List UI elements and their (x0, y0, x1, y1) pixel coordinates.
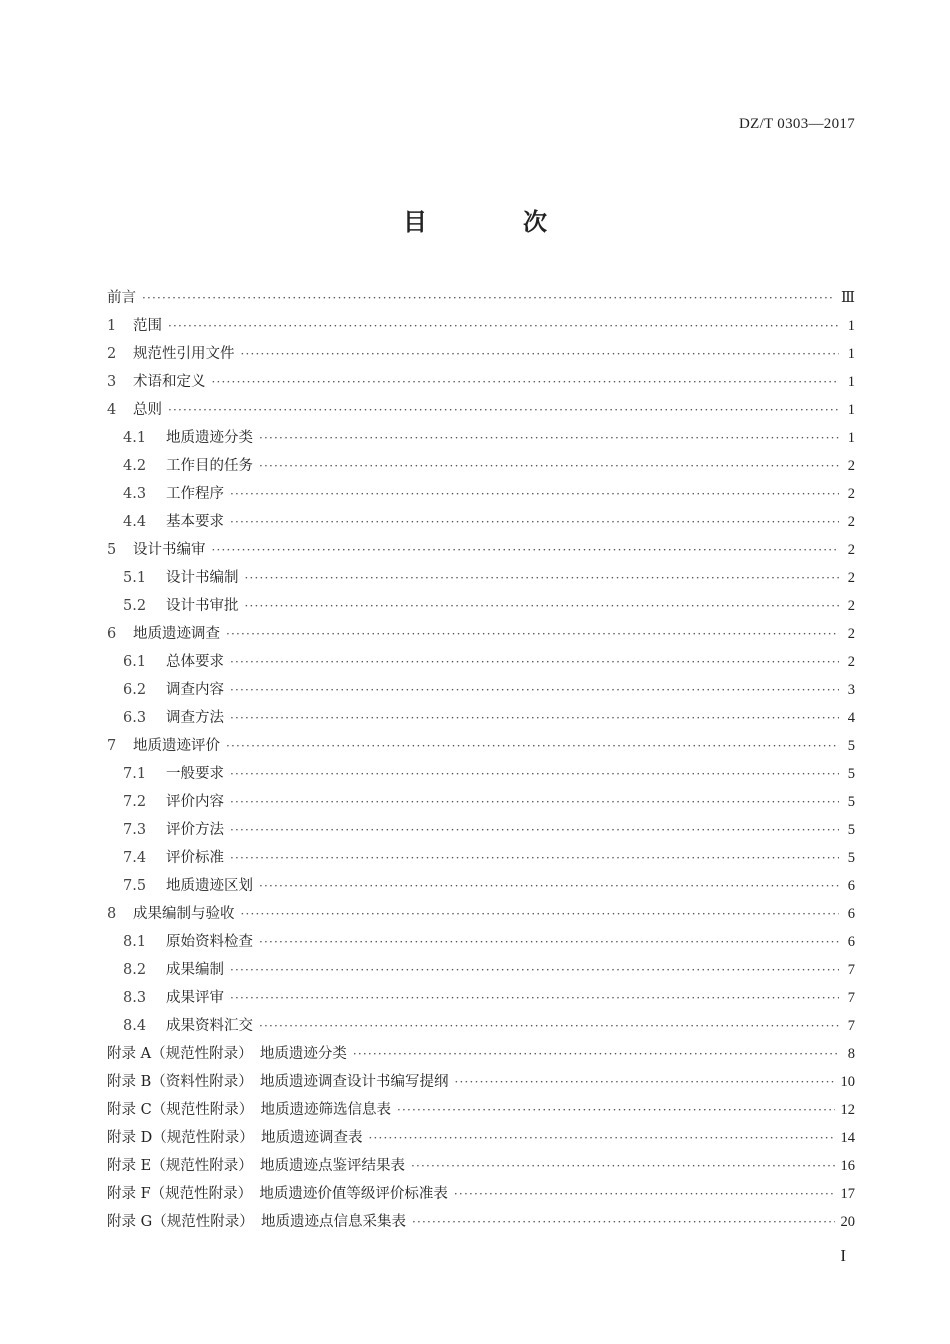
toc-entry-number: 7.4 (123, 850, 147, 866)
toc-entry[interactable] (107, 676, 855, 704)
toc-leader-dots (412, 1208, 835, 1236)
toc-entry-page: 4 (847, 710, 855, 726)
toc-entry-page: 5 (847, 850, 855, 866)
toc-entry[interactable] (107, 788, 855, 816)
toc-entry[interactable] (107, 1152, 855, 1180)
toc-entry-page: 2 (847, 486, 855, 502)
toc-entry-number: 6.1 (123, 654, 147, 670)
toc-entry-label: 基本要求 (166, 514, 224, 530)
toc-entry-label: 地质遗迹评价 (133, 738, 220, 754)
toc-entry[interactable] (107, 648, 855, 676)
toc-entry[interactable] (107, 452, 855, 480)
toc-entry-label: 地质遗迹调查 (133, 626, 220, 642)
toc-entry-label: 附录 D（规范性附录） 地质遗迹调查表 (107, 1130, 363, 1146)
toc-leader-dots (259, 1012, 839, 1040)
toc-leader-dots (230, 648, 839, 676)
toc-entry[interactable] (107, 1040, 855, 1068)
toc-entry-page: 1 (847, 374, 855, 390)
toc-entry-number: 8 (107, 906, 117, 922)
toc-leader-dots (397, 1096, 835, 1124)
toc-entry-number: 4 (107, 402, 117, 418)
toc-leader-dots (230, 508, 839, 536)
toc-entry[interactable] (107, 1096, 855, 1124)
toc-entry-page: 1 (847, 430, 855, 446)
toc-leader-dots (230, 788, 839, 816)
toc-entry-label: 术语和定义 (133, 374, 206, 390)
toc-entry-label: 规范性引用文件 (133, 346, 235, 362)
toc-entry[interactable] (107, 1208, 855, 1236)
toc-entry[interactable] (107, 844, 855, 872)
toc-leader-dots (411, 1152, 835, 1180)
toc-entry-page: 8 (847, 1046, 855, 1062)
toc-entry-label: 成果编制 (166, 962, 224, 978)
toc-entry[interactable] (107, 592, 855, 620)
toc-entry-label: 评价方法 (166, 822, 224, 838)
toc-entry-label: 工作程序 (166, 486, 224, 502)
toc-entry[interactable] (107, 396, 855, 424)
toc-entry-number: 4.4 (123, 514, 147, 530)
toc-entry-page: 2 (847, 598, 855, 614)
toc-leader-dots (212, 536, 840, 564)
toc-entry-page: 1 (847, 346, 855, 362)
toc-entry-page: 6 (847, 878, 855, 894)
toc-entry-label: 总体要求 (166, 654, 224, 670)
toc-leader-dots (230, 480, 839, 508)
toc-entry-page: 1 (847, 318, 855, 334)
toc-entry-number: 5.1 (123, 570, 147, 586)
toc-entry-label: 调查方法 (166, 710, 224, 726)
toc-entry[interactable] (107, 816, 855, 844)
page-title: 目 次 (403, 208, 583, 236)
toc-entry-number: 8.3 (123, 990, 147, 1006)
toc-entry[interactable] (107, 900, 855, 928)
toc-entry-number: 8.2 (123, 962, 147, 978)
toc-leader-dots (259, 424, 839, 452)
toc-entry-label: 附录 G（规范性附录） 地质遗迹点信息采集表 (107, 1214, 406, 1230)
toc-entry-label: 一般要求 (166, 766, 224, 782)
toc-entry-page: 10 (840, 1074, 855, 1090)
toc-entry[interactable] (107, 424, 855, 452)
toc-leader-dots (353, 1040, 839, 1068)
toc-entry[interactable] (107, 340, 855, 368)
toc-entry-page: Ⅲ (841, 290, 855, 306)
toc-entry-number: 1 (107, 318, 117, 334)
toc-entry-page: 3 (847, 682, 855, 698)
toc-entry[interactable] (107, 760, 855, 788)
toc-entry-page: 7 (847, 990, 855, 1006)
toc-leader-dots (259, 872, 839, 900)
toc-leader-dots (230, 844, 839, 872)
toc-entry-label: 附录 C（规范性附录） 地质遗迹筛选信息表 (107, 1102, 391, 1118)
toc-entry[interactable] (107, 984, 855, 1012)
toc-entry-number: 6 (107, 626, 117, 642)
toc-entry-number: 5.2 (123, 598, 147, 614)
toc-entry-label: 附录 F（规范性附录） 地质遗迹价值等级评价标准表 (107, 1186, 448, 1202)
toc-entry-label: 范围 (133, 318, 162, 334)
toc-entry[interactable] (107, 1068, 855, 1096)
toc-entry-page: 7 (847, 962, 855, 978)
toc-leader-dots (212, 368, 840, 396)
toc-entry-page: 2 (847, 570, 855, 586)
toc-leader-dots (230, 816, 839, 844)
toc-entry-label: 成果评审 (166, 990, 224, 1006)
toc-entry-page: 12 (840, 1102, 855, 1118)
toc-entry-page: 6 (847, 906, 855, 922)
toc-entry[interactable] (107, 956, 855, 984)
toc-entry[interactable] (107, 704, 855, 732)
toc-entry[interactable] (107, 1124, 855, 1152)
toc-leader-dots (230, 676, 839, 704)
toc-entry-number: 4.2 (123, 458, 147, 474)
toc-entry-number: 7.2 (123, 794, 147, 810)
toc-leader-dots (230, 956, 839, 984)
table-of-contents (107, 284, 855, 1236)
toc-entry-number: 6.3 (123, 710, 147, 726)
toc-entry[interactable] (107, 872, 855, 900)
toc-entry-label: 附录 A（规范性附录） 地质遗迹分类 (107, 1046, 347, 1062)
standard-code: DZ/T 0303—2017 (738, 116, 855, 132)
toc-entry-page: 5 (847, 766, 855, 782)
toc-entry-label: 原始资料检查 (166, 934, 253, 950)
toc-entry-number: 4.3 (123, 486, 147, 502)
toc-leader-dots (245, 564, 840, 592)
toc-entry-page: 2 (847, 458, 855, 474)
toc-entry[interactable] (107, 1180, 855, 1208)
toc-entry-page: 2 (847, 626, 855, 642)
toc-entry-number: 5 (107, 542, 117, 558)
toc-entry-number: 8.1 (123, 934, 147, 950)
toc-entry[interactable] (107, 368, 855, 396)
toc-leader-dots (455, 1068, 835, 1096)
toc-entry-label: 成果资料汇交 (166, 1018, 253, 1034)
toc-leader-dots (230, 984, 839, 1012)
toc-entry-label: 评价标准 (166, 850, 224, 866)
toc-entry-label: 地质遗迹区划 (166, 878, 253, 894)
toc-entry[interactable] (107, 284, 855, 312)
toc-leader-dots (226, 620, 839, 648)
toc-entry-number: 7.5 (123, 878, 147, 894)
toc-entry-label: 设计书编审 (133, 542, 206, 558)
toc-entry-number: 7 (107, 738, 117, 754)
toc-leader-dots (454, 1180, 835, 1208)
toc-leader-dots (168, 396, 839, 424)
toc-entry-page: 5 (847, 794, 855, 810)
toc-entry-page: 2 (847, 654, 855, 670)
toc-leader-dots (230, 704, 839, 732)
toc-entry-label: 地质遗迹分类 (166, 430, 253, 446)
toc-entry-page: 7 (847, 1018, 855, 1034)
toc-entry[interactable] (107, 564, 855, 592)
toc-leader-dots (241, 900, 840, 928)
toc-entry-label: 工作目的任务 (166, 458, 253, 474)
toc-entry-number: 2 (107, 346, 117, 362)
toc-entry-label: 设计书编制 (166, 570, 239, 586)
toc-entry-page: 16 (840, 1158, 855, 1174)
toc-entry-page: 20 (840, 1214, 855, 1230)
page-number: I (840, 1246, 846, 1265)
toc-leader-dots (259, 452, 839, 480)
toc-leader-dots (230, 760, 839, 788)
toc-entry[interactable] (107, 508, 855, 536)
toc-entry-label: 评价内容 (166, 794, 224, 810)
toc-entry-number: 6.2 (123, 682, 147, 698)
toc-entry-number: 8.4 (123, 1018, 147, 1034)
toc-entry-number: 4.1 (123, 430, 147, 446)
toc-entry-page: 5 (847, 822, 855, 838)
toc-entry-number: 7.3 (123, 822, 147, 838)
toc-leader-dots (241, 340, 840, 368)
toc-leader-dots (168, 312, 839, 340)
toc-leader-dots (226, 732, 839, 760)
toc-entry-page: 6 (847, 934, 855, 950)
toc-entry-page: 17 (840, 1186, 855, 1202)
toc-leader-dots (368, 1124, 834, 1152)
toc-entry-page: 2 (847, 542, 855, 558)
toc-entry[interactable] (107, 312, 855, 340)
toc-entry-page: 2 (847, 514, 855, 530)
toc-entry-label: 调查内容 (166, 682, 224, 698)
toc-entry-page: 14 (840, 1130, 855, 1146)
toc-entry-number: 7.1 (123, 766, 147, 782)
toc-entry-label: 设计书审批 (166, 598, 239, 614)
toc-entry[interactable] (107, 480, 855, 508)
toc-entry-number: 3 (107, 374, 117, 390)
toc-entry[interactable] (107, 928, 855, 956)
toc-entry[interactable] (107, 732, 855, 760)
toc-entry-page: 1 (847, 402, 855, 418)
toc-entry-label: 附录 B（资料性附录） 地质遗迹调查设计书编写提纲 (107, 1074, 449, 1090)
toc-entry-label: 总则 (133, 402, 162, 418)
toc-entry-page: 5 (847, 738, 855, 754)
toc-leader-dots (245, 592, 840, 620)
toc-entry[interactable] (107, 620, 855, 648)
toc-entry-label: 前言 (107, 290, 136, 306)
toc-entry-label: 成果编制与验收 (133, 906, 235, 922)
toc-entry[interactable] (107, 1012, 855, 1040)
toc-entry[interactable] (107, 536, 855, 564)
toc-entry-label: 附录 E（规范性附录） 地质遗迹点鉴评结果表 (107, 1158, 405, 1174)
toc-leader-dots (142, 284, 835, 312)
toc-leader-dots (259, 928, 839, 956)
